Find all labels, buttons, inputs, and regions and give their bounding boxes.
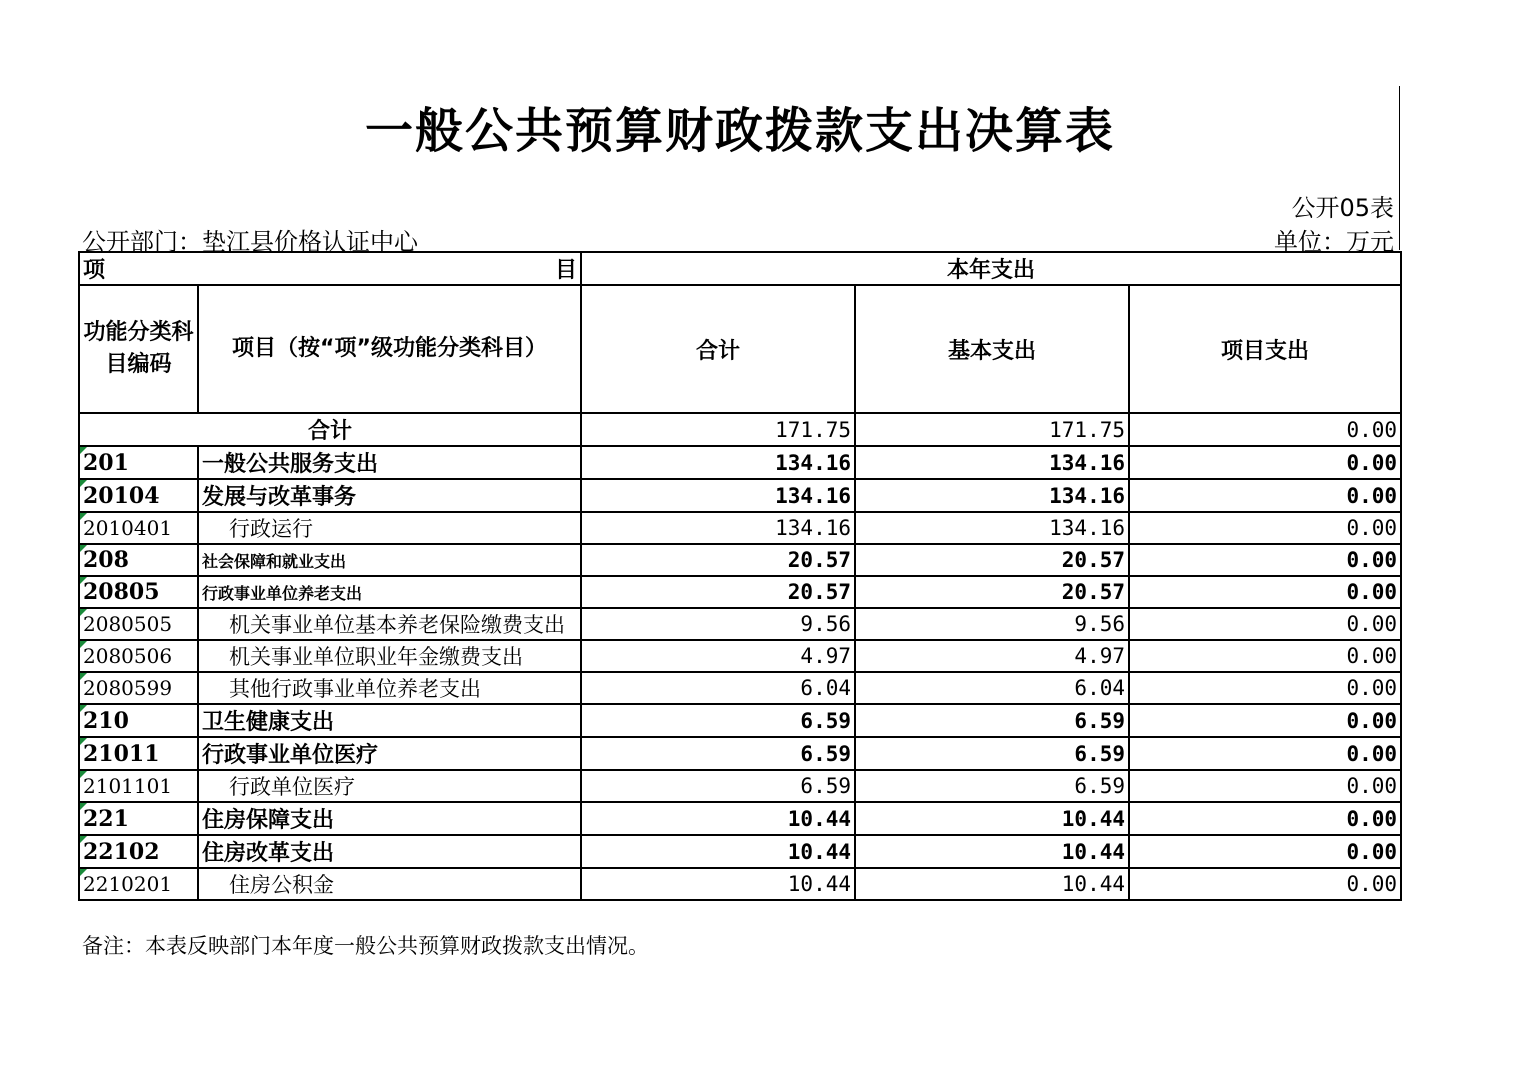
row-name: 机关事业单位基本养老保险缴费支出: [198, 608, 581, 640]
row-code-text: 201: [83, 449, 129, 476]
row-code: [79, 704, 198, 737]
row-basic: 20.57: [855, 576, 1129, 608]
table-row: [79, 544, 1401, 576]
row-project: 0.00: [1129, 704, 1401, 737]
cell-marker-icon: [80, 771, 87, 778]
header-total: 合计: [581, 285, 855, 413]
row-code-text: 21011: [83, 740, 160, 767]
table-row: [79, 672, 1401, 704]
table-row: [79, 446, 1401, 479]
row-basic: 6.59: [855, 737, 1129, 770]
cell-marker-icon: [80, 705, 87, 712]
row-basic: 6.59: [855, 770, 1129, 802]
row-name: 行政事业单位医疗: [198, 737, 581, 770]
cell-marker-icon: [80, 480, 87, 487]
row-project: 0.00: [1129, 479, 1401, 512]
total-total: 171.75: [581, 413, 855, 446]
row-total: 20.57: [581, 576, 855, 608]
row-total: 20.57: [581, 544, 855, 576]
row-project: 0.00: [1129, 640, 1401, 672]
header-project-expense: 项目支出: [1129, 285, 1401, 413]
row-code: [79, 446, 198, 479]
table-row: [79, 770, 1401, 802]
row-basic: 134.16: [855, 446, 1129, 479]
row-code-text: 221: [83, 805, 129, 832]
row-total: 6.59: [581, 737, 855, 770]
table-body: [79, 446, 1401, 900]
row-basic: 134.16: [855, 479, 1129, 512]
row-code-text: 22102: [83, 838, 160, 865]
row-basic: 6.59: [855, 704, 1129, 737]
row-code: [79, 835, 198, 868]
header-row-2: [79, 285, 1401, 413]
row-basic: 20.57: [855, 544, 1129, 576]
header-current-year: 本年支出: [581, 252, 1401, 285]
row-project: 0.00: [1129, 544, 1401, 576]
table-row: [79, 479, 1401, 512]
unit-label: 单位：万元: [1274, 228, 1394, 256]
row-code-text: 208: [83, 547, 129, 573]
row-project: 0.00: [1129, 802, 1401, 835]
cell-marker-icon: [80, 545, 87, 552]
row-name: 行政运行: [198, 512, 581, 544]
row-total: 10.44: [581, 802, 855, 835]
row-project: 0.00: [1129, 672, 1401, 704]
row-basic: 10.44: [855, 835, 1129, 868]
row-total: 6.59: [581, 770, 855, 802]
row-code-text: 2080505: [83, 612, 173, 636]
right-border-line: [1399, 86, 1400, 250]
row-total: 134.16: [581, 446, 855, 479]
cell-marker-icon: [80, 869, 87, 876]
row-project: 0.00: [1129, 737, 1401, 770]
row-name: 机关事业单位职业年金缴费支出: [198, 640, 581, 672]
row-project: 0.00: [1129, 835, 1401, 868]
header-item-right: 目: [554, 258, 577, 283]
row-total: 10.44: [581, 835, 855, 868]
row-project: 0.00: [1129, 446, 1401, 479]
row-total: 6.59: [581, 704, 855, 737]
row-name: 卫生健康支出: [198, 704, 581, 737]
table-row: [79, 640, 1401, 672]
row-code: [79, 479, 198, 512]
row-code-text: 2080599: [83, 676, 173, 700]
header-row-1: [79, 252, 1401, 285]
row-basic: 9.56: [855, 608, 1129, 640]
table-row: [79, 868, 1401, 900]
header-item-left: 项: [83, 258, 106, 283]
cell-marker-icon: [80, 641, 87, 648]
row-project: 0.00: [1129, 608, 1401, 640]
row-basic: 6.04: [855, 672, 1129, 704]
row-name: 一般公共服务支出: [198, 446, 581, 479]
footnote: 备注：本表反映部门本年度一般公共预算财政拨款支出情况。: [82, 934, 649, 958]
row-total: 6.04: [581, 672, 855, 704]
header-item-cell: [79, 252, 581, 285]
row-code: [79, 512, 198, 544]
row-code: [79, 802, 198, 835]
cell-marker-icon: [80, 577, 87, 584]
row-total: 9.56: [581, 608, 855, 640]
cell-marker-icon: [80, 609, 87, 616]
row-total: 134.16: [581, 512, 855, 544]
row-basic: 10.44: [855, 868, 1129, 900]
page-title: 一般公共预算财政拨款支出决算表: [364, 103, 1115, 159]
row-basic: 134.16: [855, 512, 1129, 544]
row-project: 0.00: [1129, 868, 1401, 900]
table-row: [79, 576, 1401, 608]
table-row: [79, 835, 1401, 868]
row-code-text: 2101101: [83, 774, 173, 798]
row-code: [79, 770, 198, 802]
table-row: [79, 737, 1401, 770]
row-code-text: 20104: [83, 482, 160, 509]
row-code-text: 20805: [83, 579, 160, 605]
row-name: 住房保障支出: [198, 802, 581, 835]
row-name: 社会保障和就业支出: [198, 544, 581, 576]
table-row: [79, 802, 1401, 835]
table-row: [79, 704, 1401, 737]
cell-marker-icon: [80, 673, 87, 680]
cell-marker-icon: [80, 803, 87, 810]
budget-table: [78, 251, 1402, 901]
row-project: 0.00: [1129, 512, 1401, 544]
cell-marker-icon: [80, 836, 87, 843]
row-name: 行政事业单位养老支出: [198, 576, 581, 608]
row-basic: 4.97: [855, 640, 1129, 672]
row-total: 134.16: [581, 479, 855, 512]
header-code: 功能分类科目编码: [79, 285, 198, 413]
cell-marker-icon: [80, 447, 87, 454]
table-row: [79, 512, 1401, 544]
total-label: 合计: [79, 413, 581, 446]
row-name: 其他行政事业单位养老支出: [198, 672, 581, 704]
row-total: 10.44: [581, 868, 855, 900]
header-project: 项目（按“项”级功能分类科目）: [198, 285, 581, 413]
row-code-text: 2210201: [83, 872, 173, 896]
row-code-text: 2080506: [83, 644, 173, 668]
total-basic: 171.75: [855, 413, 1129, 446]
row-code-text: 210: [83, 707, 129, 734]
row-code: [79, 737, 198, 770]
cell-marker-icon: [80, 513, 87, 520]
row-name: 住房改革支出: [198, 835, 581, 868]
total-project: 0.00: [1129, 413, 1401, 446]
row-code-text: 2010401: [83, 516, 173, 540]
row-project: 0.00: [1129, 770, 1401, 802]
row-name: 住房公积金: [198, 868, 581, 900]
row-basic: 10.44: [855, 802, 1129, 835]
row-code: [79, 640, 198, 672]
header-basic: 基本支出: [855, 285, 1129, 413]
form-number: 公开05表: [1291, 194, 1394, 222]
row-code: [79, 868, 198, 900]
row-code: [79, 544, 198, 576]
total-row: [79, 413, 1401, 446]
row-code: [79, 576, 198, 608]
row-name: 发展与改革事务: [198, 479, 581, 512]
row-code: [79, 672, 198, 704]
cell-marker-icon: [80, 738, 87, 745]
table-row: [79, 608, 1401, 640]
row-code: [79, 608, 198, 640]
department-label: 公开部门：垫江县价格认证中心: [82, 228, 418, 256]
row-project: 0.00: [1129, 576, 1401, 608]
row-total: 4.97: [581, 640, 855, 672]
row-name: 行政单位医疗: [198, 770, 581, 802]
